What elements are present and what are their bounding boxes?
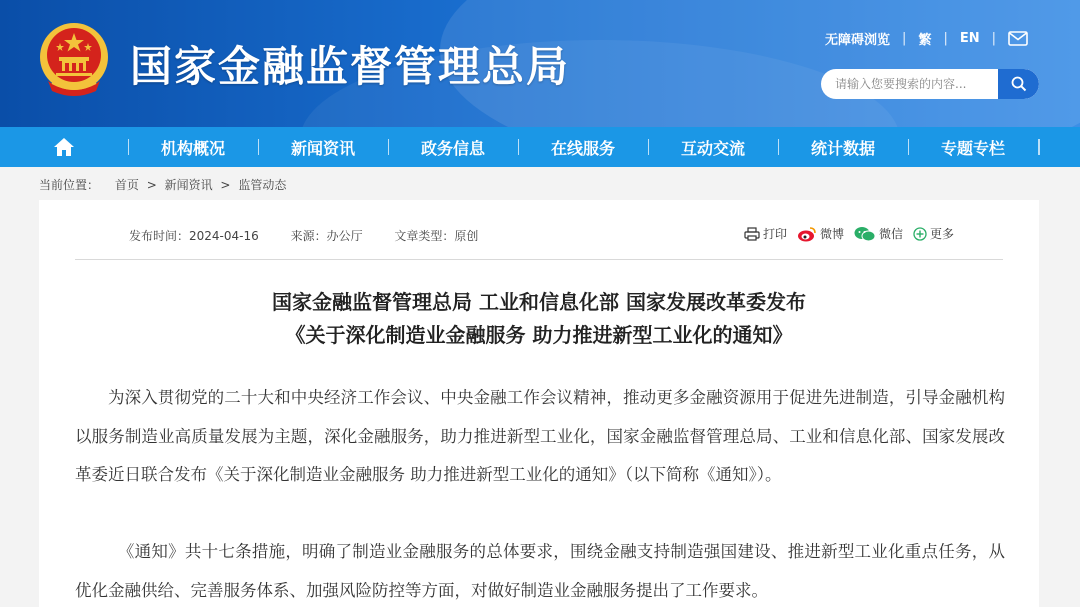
national-emblem-icon[interactable]: [38, 21, 110, 97]
search-button[interactable]: [998, 69, 1039, 99]
weibo-icon: [797, 226, 817, 242]
divider: |: [991, 31, 996, 46]
article-paragraph: 为深入贯彻党的二十大和中央经济工作会议、中央金融工作会议精神，推动更多金融资源用于促进先进制造，引导金融机构以服务制造业高质量发展为主题，深化金融服务，助力推进新型工业化，国家金融监督管理总局、工业和信息化部、国家发展改革委近日联合发布《关于深化制造业金融服务 助力推进新型工业化的通知》（以下简称《通知》）。: [75, 388, 1005, 484]
home-icon: [53, 137, 75, 157]
breadcrumb-separator: >: [220, 178, 231, 192]
article-source: 来源：办公厅: [290, 229, 363, 243]
nav-item-government-info[interactable]: 政务信息: [388, 127, 518, 167]
more-share-button[interactable]: [913, 225, 954, 242]
breadcrumb-news[interactable]: 新闻资讯: [164, 178, 213, 192]
search-input[interactable]: [821, 69, 999, 99]
breadcrumb: [39, 176, 290, 193]
site-header: [0, 0, 1080, 127]
article-paragraph: 《通知》共十七条措施，明确了制造业金融服务的总体要求，围绕金融支持制造强国建设、推进新型工业化重点任务，从优化金融供给、完善服务体系、加强风险防控等方面，对做好制造业金融服务提出了工作要求。: [75, 542, 1005, 600]
nav-item-organization[interactable]: 机构概况: [128, 127, 258, 167]
search-box: [821, 69, 1039, 99]
article-title-line-1: 国家金融监督管理总局 工业和信息化部 国家发展改革委发布: [272, 290, 806, 314]
more-label: 更多: [930, 227, 955, 241]
search-icon: [1011, 76, 1027, 92]
breadcrumb-lead: 当前位置：: [39, 178, 100, 192]
accessibility-link[interactable]: 无障碍浏览: [825, 33, 891, 48]
wechat-share-button[interactable]: [854, 225, 903, 242]
article-title-line-2: 《关于深化制造业金融服务 助力推进新型工业化的通知》: [285, 323, 793, 347]
print-icon: [744, 227, 760, 241]
wechat-label: 微信: [879, 227, 904, 241]
print-label: 打印: [763, 227, 788, 241]
print-button[interactable]: [744, 225, 787, 242]
article-meta: [129, 227, 506, 244]
divider: |: [902, 31, 907, 46]
plus-icon: [913, 227, 927, 241]
wechat-icon: [854, 226, 876, 242]
nav-item-interaction[interactable]: 互动交流: [648, 127, 778, 167]
mail-icon[interactable]: [1008, 31, 1028, 46]
weibo-share-button[interactable]: [797, 225, 844, 242]
divider: [75, 259, 1003, 260]
divider: [1038, 139, 1040, 155]
nav-item-special-topics[interactable]: 专题专栏: [908, 127, 1038, 167]
breadcrumb-home[interactable]: 首页: [114, 178, 139, 192]
site-title[interactable]: 国家金融监督管理总局: [130, 42, 571, 91]
english-link[interactable]: EN: [959, 31, 980, 46]
publish-time: 发布时间：2024-04-16: [129, 229, 259, 243]
divider: |: [943, 31, 948, 46]
nav-item-news[interactable]: 新闻资讯: [258, 127, 388, 167]
nav-item-online-services[interactable]: 在线服务: [518, 127, 648, 167]
nav-item-statistics[interactable]: 统计数据: [778, 127, 908, 167]
share-bar: [744, 225, 964, 242]
weibo-label: 微博: [820, 227, 845, 241]
main-nav: [0, 127, 1080, 167]
top-links: [825, 29, 1028, 48]
article-type: 文章类型：原创: [394, 229, 479, 243]
nav-home[interactable]: [0, 127, 128, 167]
article-card: [39, 200, 1039, 607]
traditional-chinese-link[interactable]: 繁: [918, 33, 932, 48]
breadcrumb-current[interactable]: 监管动态: [238, 178, 287, 192]
breadcrumb-separator: >: [146, 178, 157, 192]
